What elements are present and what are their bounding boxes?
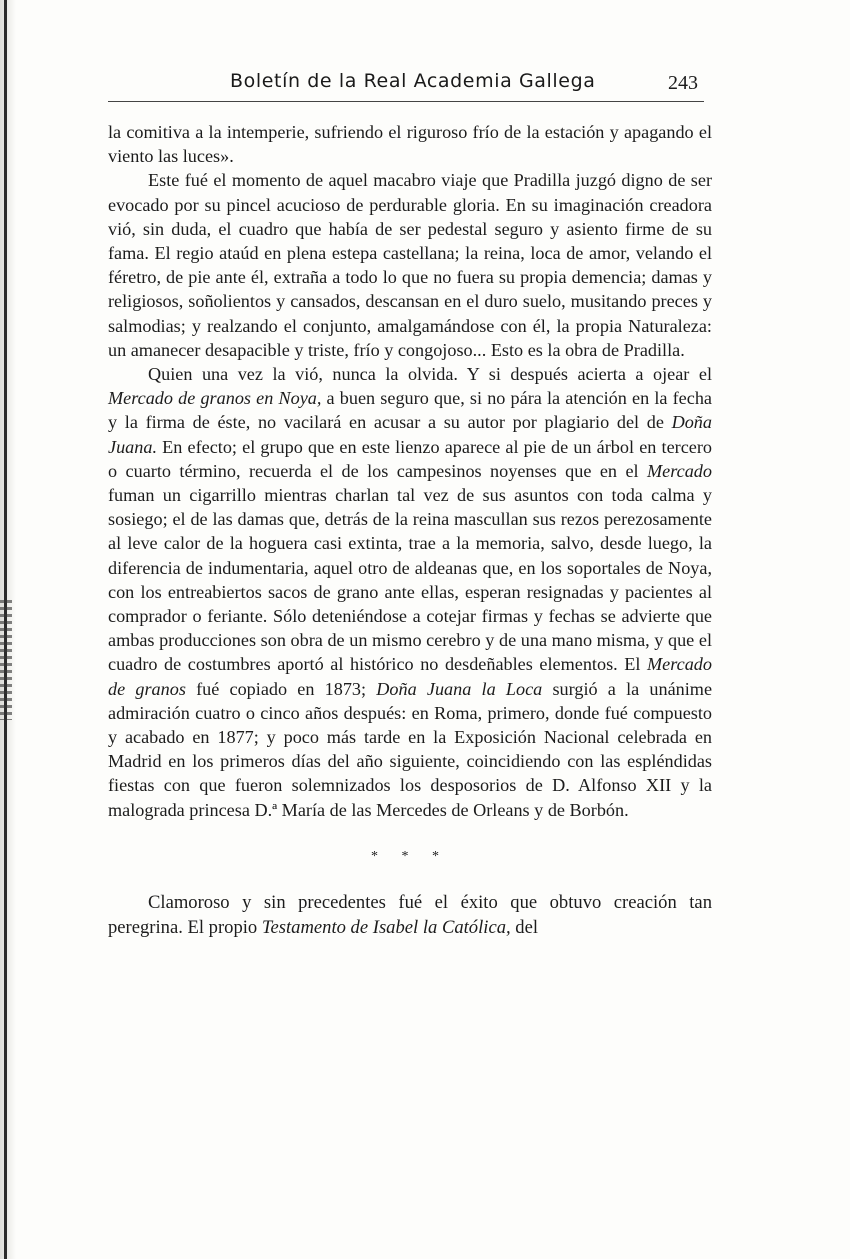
text-run: surgió a la unánime admiración cuatro o cinco años después: en Roma, primero, donde fué compuesto y acabado en 1877; y poco más tarde en la Exposición Nacional celebrada en Madrid en los primeros días del año siguiente, coincidiendo con las espléndidas fiestas con que fueron solemnizados los desposorios de D. Alfonso XII y la malograda princesa D.ª María de las Mercedes de Orleans y de Borbón. xyxy=(108,678,713,820)
paragraph-2: Este fué el momento de aquel macabro viaje que Pradilla juzgó digno de ser evocado por su pincel acucioso de perdurable gloria. En su imaginación creadora vió, sin duda, el cuadro que había de ser pedestal seguro y asiento firme de su fama. El regio ataúd en plena estepa castellana; la reina, loca de amor, velando el féretro, de pie ante él, extraña a todo lo que no fuera su propia demencia; damas y religiosos, soñolientos y cansados, descansan en el duro suelo, musitando preces y salmodias; y realzando el conjunto, amalgamándose con él, la propia Naturaleza: un amanecer desapacible y triste, frío y congojoso... Esto es la obra de Pradilla. xyxy=(108,170,712,360)
binding-mark xyxy=(0,600,12,720)
page-header xyxy=(108,66,708,100)
paragraph-4 xyxy=(108,890,712,940)
text-run: Clamoroso y sin precedentes fué el éxito que obtuvo creación tan peregrina. El propio xyxy=(108,892,712,939)
page-number: 243 xyxy=(668,72,698,94)
text-run: Quien una vez la vió, nunca la olvida. Y si después acierta a ojear el xyxy=(148,364,712,385)
italic-title: Doña Juana la Loca xyxy=(376,678,543,699)
italic-title: Mercado de granos xyxy=(108,654,712,699)
main-text xyxy=(108,120,712,940)
italic-title: Testamento de Isabel la Católica, xyxy=(261,917,511,939)
paragraph-3 xyxy=(108,362,712,822)
text-run: del xyxy=(510,917,539,939)
italic-title: Mercado de granos en Noya, xyxy=(108,388,322,409)
header-rule xyxy=(108,101,704,102)
section-separator: * * * xyxy=(371,848,449,864)
text-run: fué copiado en 1873; xyxy=(185,678,377,699)
italic-title: Mercado xyxy=(647,460,712,481)
paragraph-1: la comitiva a la intemperie, sufriendo el riguroso frío de la estación y apagando el viento las luces». xyxy=(108,122,712,167)
italic-title: Doña Juana. xyxy=(108,412,712,457)
text-run: a buen seguro que, si no pára la atención en la fecha y la firma de éste, no vacilará en acusar a su autor por plagiario del de xyxy=(108,388,712,433)
text-run: fuman un cigarrillo mientras charlan tal vez de sus asuntos con toda calma y sosiego; el de las damas que, detrás de la reina mascullan sus rezos perezosamente al leve calor de la hoguera casi extinta, trae a la memoria, salvo, desde luego, la diferencia de indumentaria, aquel otro de aldeanas que, en los soportales de Noya, con los entreabiertos sacos de grano ante ellas, esperan resignadas y pacientes al comprador o feriante. Sólo deteniéndose a cotejar firmas y fechas se advierte que ambas producciones son obra de un mismo cerebro y de una mano misma, y que el cuadro de costumbres aportó al histórico no desdeñables elementos. El xyxy=(108,485,712,675)
text-run: En efecto; el grupo que en este lienzo aparece al pie de un árbol en tercero o cuarto término, recuerda el de los campesinos noyenses que en el xyxy=(108,436,712,481)
running-head: Boletín de la Real Academia Gallega xyxy=(230,70,596,92)
